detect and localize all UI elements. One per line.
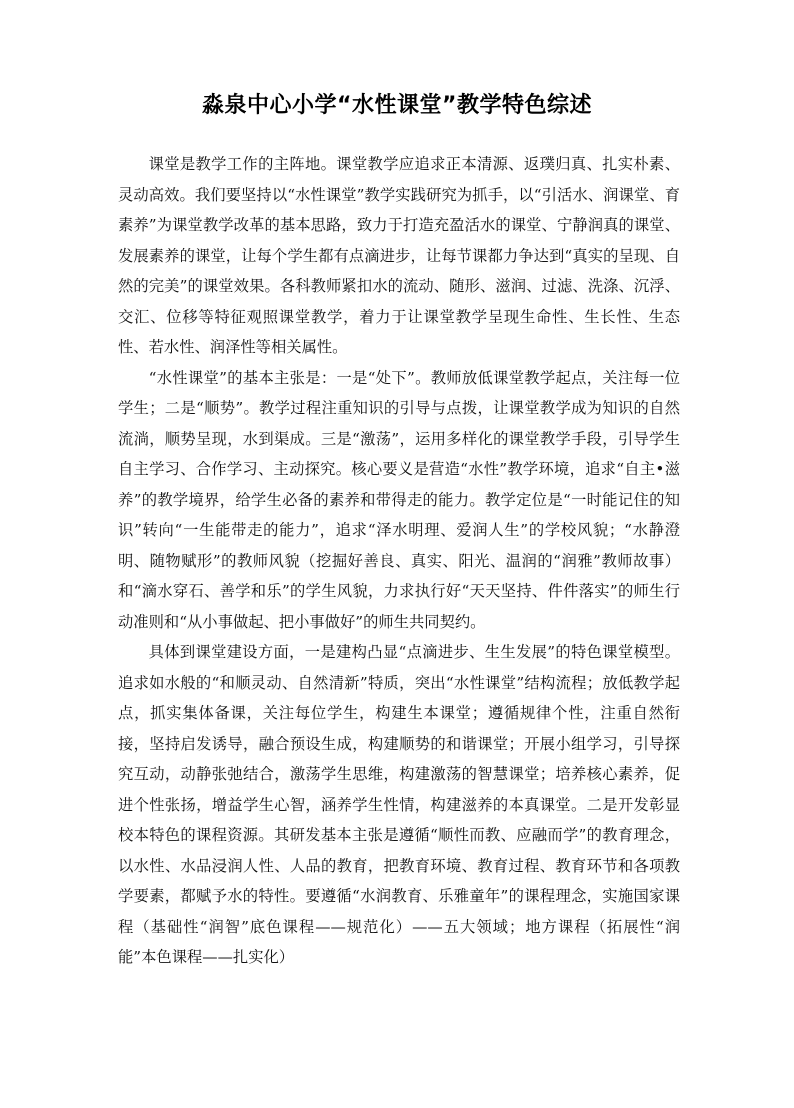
document-title: 淼泉中心小学“水性课堂”教学特色综述 [202, 93, 592, 118]
paragraph-2: “水性课堂”的基本主张是：一是“处下”。教师放低课堂教学起点，关注每一位学生；二是“顺势”。教学过程注重知识的引导与点拨，让课堂教学成为知识的自然流淌，顺势呈现，水到渠成。三是“激荡”，运用多样化的课堂教学手段，引导学生自主学习、合作学习、主动探究。核心要义是营造“水性”教学环境，追求“自主•滋养”的教学境界，给学生必备的素养和带得走的能力。教学定位是“一时能记住的知识”转向“一生能带走的能力”，追求“泽水明理、爱润人生”的学校风貌；“水静澄明、随物赋形”的教师风貌（挖掘好善良、真实、阳光、温润的“润雅”教师故事）和“滴水穿石、善学和乐”的学生风貌，力求执行好“天天坚持、件件落实”的师生行动准则和“从小事做起、把小事做好”的师生共同契约。 [118, 368, 680, 631]
paragraph-1: 课堂是教学工作的主阵地。课堂教学应追求正本清源、返璞归真、扎实朴素、灵动高效。我们要坚持以“水性课堂”教学实践研究为抓手，以“引活水、润课堂、育素养”为课堂教学改革的基本思路，致力于打造充盈活水的课堂、宁静润真的课堂、发展素养的课堂，让每个学生都有点滴进步，让每节课都力争达到“真实的呈现、自然的完美”的课堂效果。各科教师紧扣水的流动、随形、滋润、过滤、洗涤、沉浮、交汇、位移等特征观照课堂教学，着力于让课堂教学呈现生命性、生长性、生态性、若水性、润泽性等相关属性。 [118, 155, 680, 356]
document-body [118, 149, 680, 973]
paragraph-3: 具体到课堂建设方面，一是建构凸显“点滴进步、生生发展”的特色课堂模型。追求如水般的“和顺灵动、自然清新”特质，突出“水性课堂”结构流程；放低教学起点，抓实集体备课，关注每位学生，构建生本课堂；遵循规律个性，注重自然衔接，坚持启发诱导，融合预设生成，构建顺势的和谐课堂；开展小组学习，引导探究互动，动静张弛结合，激荡学生思维，构建激荡的智慧课堂；培养核心素养，促进个性张扬，增益学生心智，涵养学生性情，构建滋养的本真课堂。二是开发彰显校本特色的课程资源。其研发基本主张是遵循“顺性而教、应融而学”的教育理念，以水性、水品浸润人性、人品的教育，把教育环境、教育过程、教育环节和各项教学要素，都赋予水的特性。要遵循“水润教育、乐雅童年”的课程理念，实施国家课程（基础性“润智”底色课程——规范化）——五大领域；地方课程（拓展性“润能”本色课程——扎实化） [118, 643, 680, 966]
